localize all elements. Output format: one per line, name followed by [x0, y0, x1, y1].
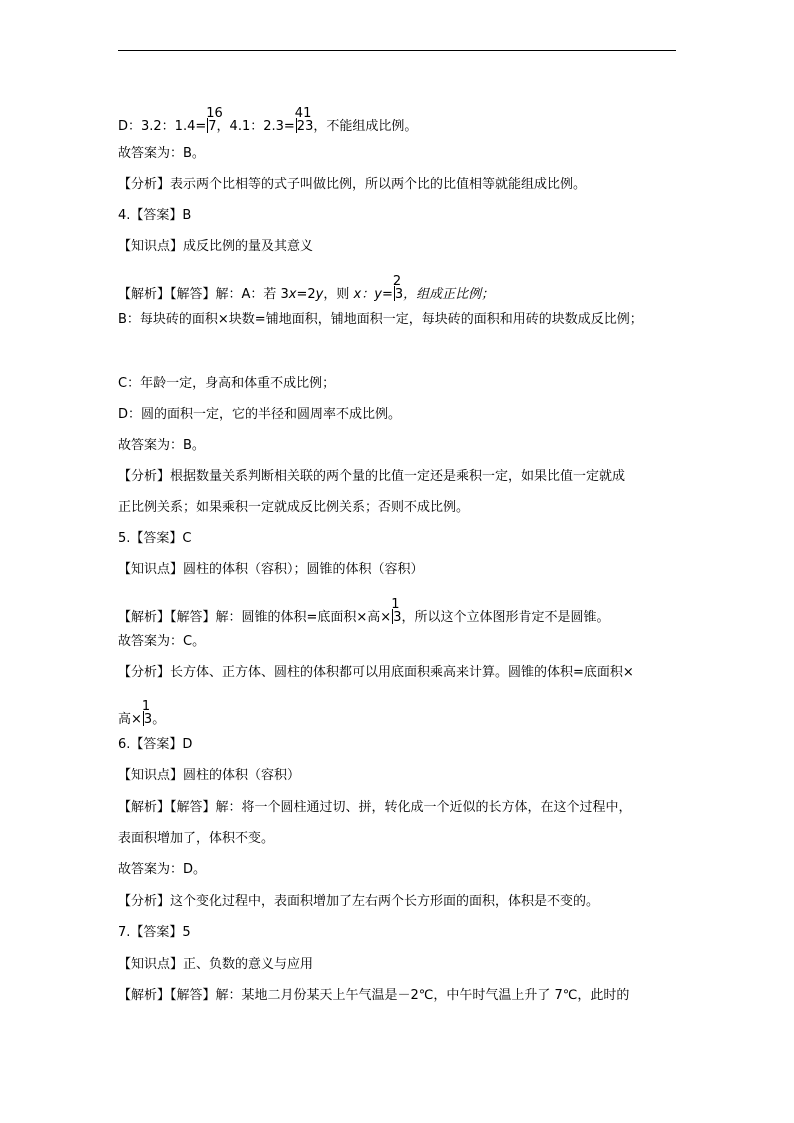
variable-y: y	[374, 287, 382, 302]
question-answer-header: 4.【答案】B	[118, 208, 192, 223]
knowledge-point-line: 【知识点】正、负数的意义与应用	[118, 957, 314, 972]
denominator: 3	[143, 712, 153, 727]
answer-line: 故答案为：D。	[118, 862, 207, 877]
solution-line: 【解析】【解答】解：将一个圆柱通过切、拼，转化成一个近似的长方体，在这个过程中，	[118, 800, 632, 815]
variable-x: x	[353, 287, 362, 302]
numerator: 1	[391, 597, 400, 612]
denominator: 3	[393, 610, 402, 625]
text: ，组成正比例；	[403, 287, 495, 302]
answer-line: 故答案为：B。	[118, 438, 205, 453]
text: 【解析】【解答】解：圆锥的体积=底面积×高×	[118, 610, 392, 625]
knowledge-point-line: 【知识点】圆柱的体积（容积）；圆锥的体积（容积）	[118, 562, 424, 577]
text: 【解析】【解答】解：A：若 3	[118, 287, 289, 302]
solution-line-a	[118, 274, 495, 303]
solution-line: 【解析】【解答】解：某地二月份某天上午气温是－2℃，中午时气温上升了 7℃，此时的	[118, 988, 630, 1003]
analysis-line: 【分析】长方体、正方体、圆柱的体积都可以用底面积乘高来计算。圆锥的体积=底面积×	[118, 665, 634, 680]
text: =2	[296, 287, 316, 302]
text: 。	[152, 712, 166, 727]
text: ：	[361, 287, 375, 302]
denominator: 23	[296, 119, 314, 134]
solution-line-d: D：圆的面积一定，它的半径和圆周率不成比例。	[118, 407, 402, 422]
analysis-line-cont	[118, 699, 166, 728]
analysis-line: 【分析】表示两个比相等的式子叫做比例，所以两个比的比值相等就能组成比例。	[118, 177, 587, 192]
question-answer-header: 5.【答案】C	[118, 531, 192, 546]
header-rule	[118, 50, 676, 51]
analysis-line: 【分析】根据数量关系判断相关联的两个量的比值一定还是乘积一定，如果比值一定就成	[118, 469, 626, 484]
denominator: 7	[208, 119, 217, 134]
analysis-line-cont: 正比例关系；如果乘积一定就成反比例关系；否则不成比例。	[118, 500, 470, 515]
numerator: 41	[294, 106, 312, 121]
numerator: 16	[206, 106, 223, 121]
question-answer-header: 6.【答案】D	[118, 737, 193, 752]
denominator: 3	[394, 287, 404, 302]
solution-line-c: C：年龄一定，身高和体重不成比例；	[118, 376, 336, 391]
knowledge-point-line: 【知识点】成反比例的量及其意义	[118, 239, 314, 254]
knowledge-point-line: 【知识点】圆柱的体积（容积）	[118, 768, 301, 783]
text: ，所以这个立体图形肯定不是圆锥。	[401, 610, 610, 625]
numerator: 1	[141, 699, 151, 714]
variable-y: y	[315, 287, 324, 302]
solution-line-b: B：每块砖的面积×块数=铺地面积，铺地面积一定，每块砖的面积和用砖的块数成反比例；	[118, 312, 643, 327]
answer-line: 故答案为：B。	[118, 146, 205, 161]
analysis-line: 【分析】这个变化过程中，表面积增加了左右两个长方形面的面积，体积是不变的。	[118, 894, 600, 909]
numerator: 2	[392, 274, 402, 289]
text: ，不能组成比例。	[313, 119, 418, 134]
line-d-ratios	[118, 106, 418, 135]
answer-line: 故答案为：C。	[118, 634, 206, 649]
solution-line-cont: 表面积增加了，体积不变。	[118, 831, 275, 846]
variable-x: x	[288, 287, 297, 302]
question-answer-header: 7.【答案】5	[118, 925, 191, 940]
text: =	[381, 287, 393, 302]
solution-line	[118, 597, 610, 626]
text: 高×	[118, 712, 142, 727]
text: ，4.1：2.3=	[216, 119, 295, 134]
text: ，则	[323, 287, 354, 302]
text: D：3.2：1.4=	[118, 119, 207, 134]
